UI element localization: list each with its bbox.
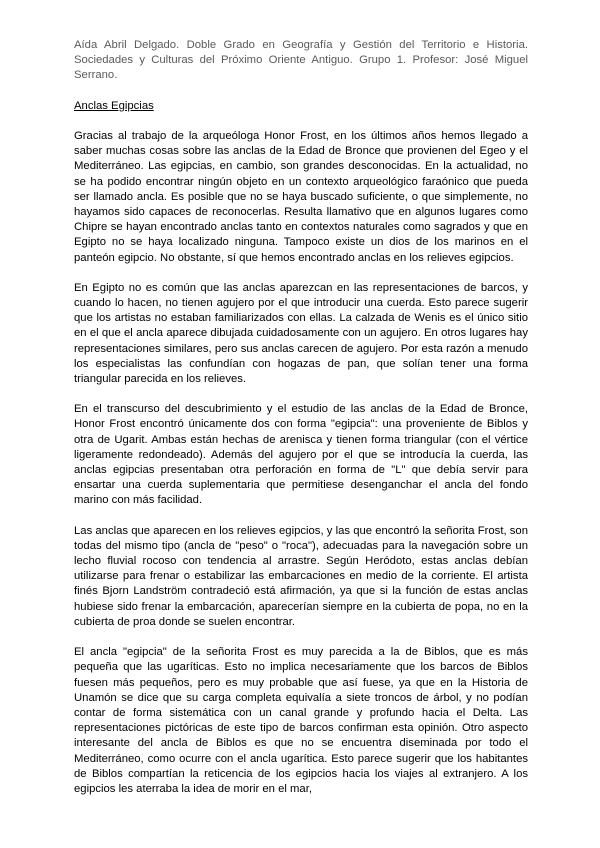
paragraph: El ancla "egipcia" de la señorita Frost es muy parecida a la de Biblos, que es más pequeña que las ugaríticas. Esto no implica necesariamente que los barcos de Biblos fuesen más pequeños, pero es muy probable que así fuese, ya que en la Historia de Unamón se dice que su carga completa equivalía a siete troncos de árbol, y no podían contar de forma sistemática con un canal grande y profundo hacia el Delta. Las representaciones pictóricas de este tipo de barcos confirman esta opinión. Otro aspecto interesante del ancla de Biblos es que no se encuentra diseminada por todo el Mediterráneo, como ocurre con el ancla ugarítica. Esto parece sugerir que los habitantes de Biblos compartían la reticencia de los egipcios hacia los viajes al extranjero. A los egipcios les aterraba la idea de morir en el mar,: [74, 646, 528, 795]
paragraph: Gracias al trabajo de la arqueóloga Honor Frost, en los últimos años hemos llegado a saber muchas cosas sobre las anclas de la Edad de Bronce que provienen del Egeo y el Mediterráneo. Las egipcias, en cambio, son grandes desconocidas. En la actualidad, no se ha podido encontrar ningún objeto en un contexto arqueológico faraónico que pueda ser llamado ancla. Es posible que no se haya buscado suficiente, o que simplemente, no hayamos sido capaces de reconocerlas. Resulta llamativo que en algunos lugares como Chipre se hayan encontrado anclas tanto en contextos naturales como sagrados y que en Egipto no se haya localizado ninguna. Tampoco existe un dios de los marinos en el panteón egipcio. No obstante, sí que hemos encontrado anclas en los relieves egipcios.: [74, 130, 528, 264]
document-header: Aída Abril Delgado. Doble Grado en Geografía y Gestión del Territorio e Historia. Sociedades y Culturas del Próximo Oriente Antiguo. Grupo 1. Profesor: José Miguel Serrano.: [74, 39, 528, 81]
paragraph: Las anclas que aparecen en los relieves egipcios, y las que encontró la señorita Frost, son todas del mismo tipo (ancla de "peso" o "roca"), adecuadas para la navegación sobre un lecho fluvial rocoso con tendencia al arrastre. Según Heródoto, estas anclas debían utilizarse para frenar o estabilizar las embarcaciones en medio de la corriente. El artista finés Bjorn Landström contradeció está afirmación, ya que si la función de estas anclas hubiese sido frenar la embarcación, aparecerían siempre en la cubierta de popa, no en la cubierta de proa donde se suelen encontrar.: [74, 524, 528, 628]
document-page: [74, 38, 528, 797]
paragraph: En Egipto no es común que las anclas aparezcan en las representaciones de barcos, y cuando lo hacen, no tienen agujero por el que introducir una cuerda. Esto parece sugerir que los artistas no estaban familiarizados con ellas. La calzada de Wenis es el único sitio en el que el ancla aparece dibujada cuidadosamente con un agujero. En otros lugares hay representaciones similares, pero sus anclas carecen de agujero. Por esta razón a menudo los especialistas las confundían con hogazas de pan, que solían tener una forma triangular parecida en los relieves.: [74, 281, 528, 386]
document-title: Anclas Egipcias: [74, 100, 154, 112]
paragraph: En el transcurso del descubrimiento y el estudio de las anclas de la Edad de Bronce, Honor Frost encontró únicamente dos con forma "egipcia": una proveniente de Biblos y otra de Ugarit. Ambas están hechas de arenisca y tienen forma triangular (con el vértice ligeramente redondeado). Además del agujero por el que se introducía la cuerda, las anclas egipcias presentaban otra perforación en forma de "L" que debía servir para ensartar una cuerda suplementaria que permitiese desenganchar el ancla del fondo marino con más facilidad.: [74, 403, 528, 507]
